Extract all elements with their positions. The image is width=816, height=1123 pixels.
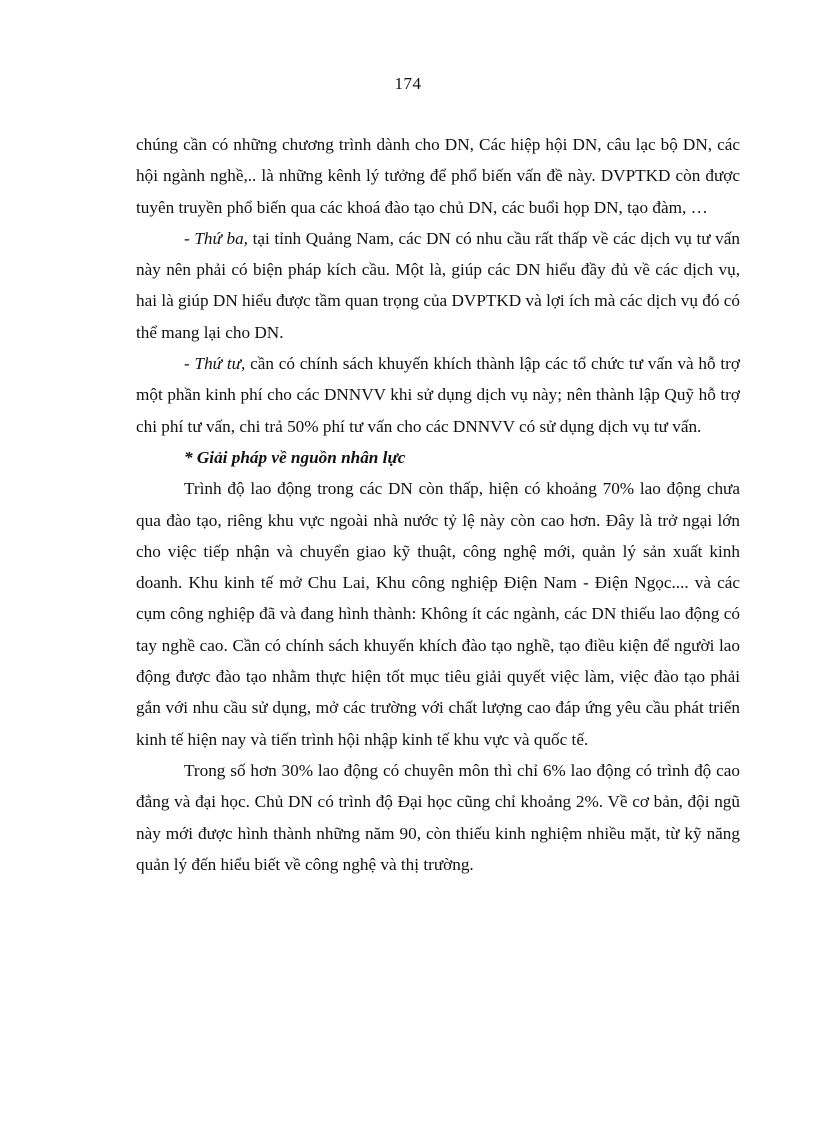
paragraph-emphasis: Thứ tư, xyxy=(194,354,246,374)
section-heading: * Giải pháp về nguồn nhân lực xyxy=(184,447,406,467)
body-text xyxy=(136,129,740,880)
paragraph-qualified-labor xyxy=(136,755,740,880)
paragraph-emphasis: Thứ ba, xyxy=(194,228,248,248)
paragraph-text: chúng cần có những chương trình dành cho DN, Các hiệp hội DN, câu lạc bộ DN, các hội ngành nghề,.. là những kênh lý tưởng để phổ biến vấn đề này. DVPTKD còn được tuyên truyền phổ biến qua các khoá đào tạo chủ DN, các buổi họp DN, tạo đàm, … xyxy=(136,135,740,217)
paragraph-text: Trong số hơn 30% lao động có chuyên môn thì chỉ 6% lao động có trình độ cao đẳng và đại học. Chủ DN có trình độ Đại học cũng chỉ khoảng 2%. Về cơ bản, đội ngũ này mới được hình thành những năm 90, còn thiếu kinh nghiệm nhiều mặt, từ kỹ năng quản lý đến hiểu biết về công nghệ và thị trường. xyxy=(136,760,740,874)
paragraph-labor-level xyxy=(136,473,740,755)
paragraph-text: cần có chính sách khuyến khích thành lập các tổ chức tư vấn và hỗ trợ một phần kinh phí cho các DNNVV khi sử dụng dịch vụ này; nên thành lập Quỹ hỗ trợ chi phí tư vấn, chi trả 50% phí tư vấn cho các DNNVV có sử dụng dịch vụ tư vấn. xyxy=(136,354,740,436)
paragraph-text: tại tỉnh Quảng Nam, các DN có nhu cầu rất thấp về các dịch vụ tư vấn này nên phải có biện pháp kích cầu. Một là, giúp các DN hiểu đầy đủ về các dịch vụ, hai là giúp DN hiểu được tầm quan trọng của DVPTKD và lợi ích mà các dịch vụ đó có thể mang lại cho DN. xyxy=(136,228,740,342)
paragraph-thu-tu xyxy=(136,348,740,442)
list-dash: - xyxy=(184,228,195,248)
list-dash: - xyxy=(184,354,195,374)
paragraph-thu-ba xyxy=(136,223,740,348)
paragraph-continuation xyxy=(136,129,740,223)
page-number: 174 xyxy=(394,74,422,93)
paragraph-text: Trình độ lao động trong các DN còn thấp, hiện có khoảng 70% lao động chưa qua đào tạo, riêng khu vực ngoài nhà nước tỷ lệ này còn cao hơn. Đây là trở ngại lớn cho việc tiếp nhận và chuyển giao kỹ thuật, công nghệ mới, quản lý sản xuất kinh doanh. Khu kinh tế mở Chu Lai, Khu công nghiệp Điện Nam - Điện Ngọc.... và các cụm công nghiệp đã và đang hình thành: Không ít các ngành, các DN thiếu lao động có tay nghề cao. Cần có chính sách khuyến khích đào tạo nghề, tạo điều kiện để người lao động được đào tạo nhằm thực hiện tốt mục tiêu giải quyết việc làm, việc đào tạo phải gắn với nhu cầu sử dụng, mở các trường với chất lượng cao đáp ứng yêu cầu phát triển kinh tế hiện nay và tiến trình hội nhập kinh tế khu vực và quốc tế. xyxy=(136,479,740,749)
